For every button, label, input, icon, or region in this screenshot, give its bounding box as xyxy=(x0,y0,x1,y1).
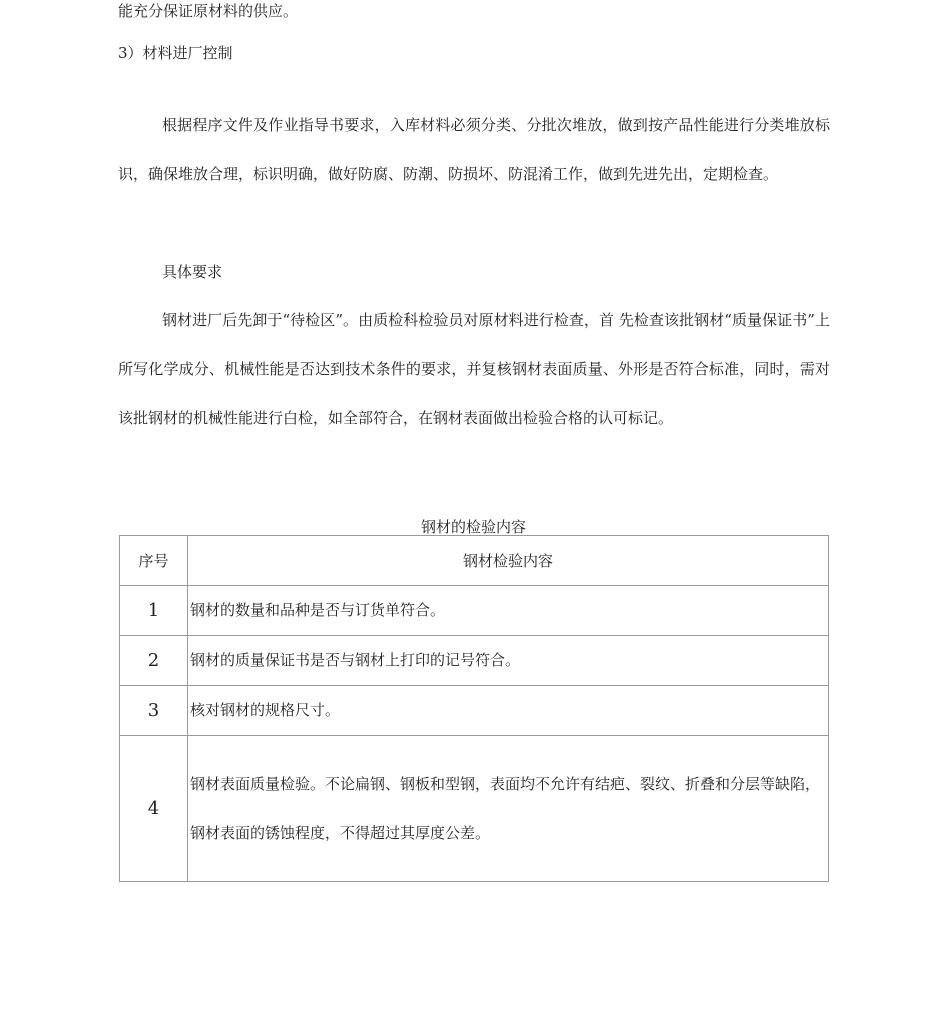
row-number: 3 xyxy=(120,686,188,736)
paragraph-requirements: 钢材进厂后先卸于“待检区”。由质检科检验员对原材料进行检查，首 先检查该批钢材“质量保证书”上所写化学成分、机械性能是否达到技术条件的要求，并复核钢材表面质量、外形是否符合标准，同时，需对该批钢材的机械性能进行白检，如全部符合，在钢材表面做出检验合格的认可标记。 xyxy=(118,311,830,427)
row-number: 4 xyxy=(120,736,188,882)
top-fragment: 能充分保证原材料的供应。 xyxy=(118,2,299,20)
section-heading: 3）材料进厂控制 xyxy=(118,44,233,62)
table-row xyxy=(120,586,829,636)
row-content: 钢材表面质量检验。不论扁钢、钢板和型钢，表面均不允许有结疤、裂纹、折叠和分层等缺陷，钢材表面的锈蚀程度，不得超过其厚度公差。 xyxy=(188,736,829,882)
table-caption: 钢材的检验内容 xyxy=(420,518,526,536)
row-number: 2 xyxy=(120,636,188,686)
sub-heading: 具体要求 xyxy=(162,263,223,281)
paragraph-storage: 根据程序文件及作业指导书要求，入库材料必须分类、分批次堆放，做到按产品性能进行分类堆放标识，确保堆放合理，标识明确，做好防腐、防潮、防损坏、防混淆工作，做到先进先出，定期检查。 xyxy=(118,116,830,183)
table-row xyxy=(120,736,829,882)
row-content: 核对钢材的规格尺寸。 xyxy=(188,686,829,736)
table-header-no: 序号 xyxy=(120,536,188,586)
row-number: 1 xyxy=(120,586,188,636)
row-content: 钢材的质量保证书是否与钢材上打印的记号符合。 xyxy=(188,636,829,686)
inspection-table xyxy=(119,535,829,882)
table-row xyxy=(120,636,829,686)
table-row xyxy=(120,686,829,736)
row-content: 钢材的数量和品种是否与订货单符合。 xyxy=(188,586,829,636)
table-header-content: 钢材检验内容 xyxy=(188,536,829,586)
